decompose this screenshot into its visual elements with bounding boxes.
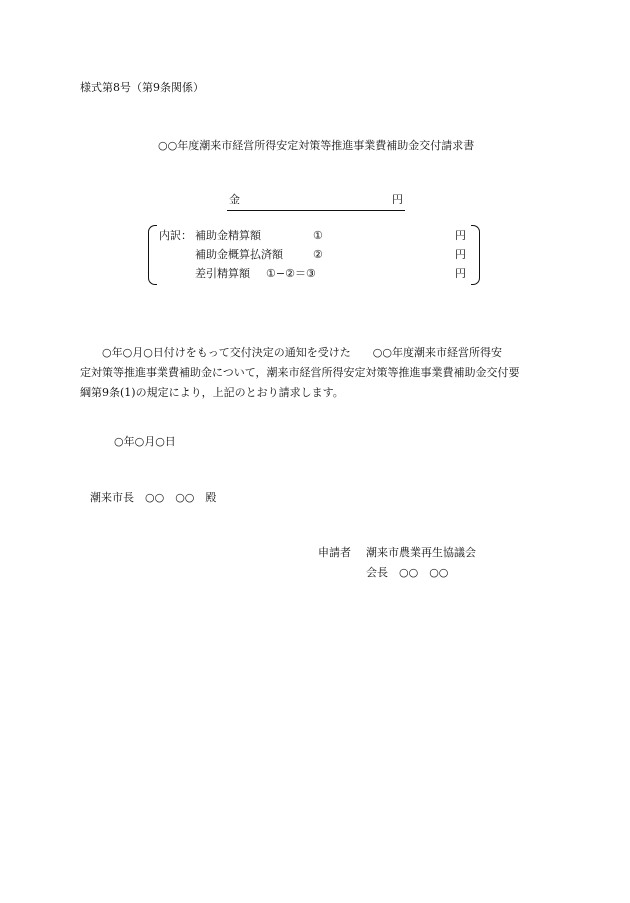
breakdown-row-unit: 円 [455,248,466,261]
breakdown-row-mark: ① [313,229,323,242]
applicant-title: 会長 ○○ ○○ [366,566,449,579]
addressee: 潮来市長 ○○ ○○ 殿 [90,491,217,504]
breakdown-row-mark: ①−②＝③ [266,267,316,280]
amount-label: 金 [229,193,240,206]
breakdown-row [148,230,480,244]
form-number: 様式第8号（第9条関係） [80,81,204,94]
amount-unit: 円 [392,193,403,206]
document-title: ○○年度潮来市経営所得安定対策等推進事業費補助金交付請求書 [158,139,475,152]
body-line: ○年○月○日付けをもって交付決定の通知を受けた ○○年度潮来市経営所得安 [80,346,502,359]
body-paragraph [80,343,578,403]
breakdown-prefix: 内訳： [159,229,192,242]
document-date: ○年○月○日 [114,435,176,448]
breakdown-row [148,249,480,263]
breakdown-box [148,225,480,285]
breakdown-row-unit: 円 [455,267,466,280]
breakdown-row-mark: ② [313,248,323,261]
breakdown-row-unit: 円 [455,229,466,242]
breakdown-row-label: 補助金概算払済額 [195,248,283,261]
amount-line [227,194,405,211]
breakdown-row [148,268,480,282]
body-line: 綱第9条(1)の規定により，上記のとおり請求します。 [80,386,344,399]
applicant-role-label: 申請者 [318,546,351,559]
breakdown-row-label: 補助金精算額 [195,229,261,242]
body-line: 定対策等推進事業費補助金について，潮来市経営所得安定対策等推進事業費補助金交付要 [80,366,520,379]
breakdown-row-label: 差引精算額 [195,267,250,280]
applicant-organization: 潮来市農業再生協議会 [366,546,476,559]
